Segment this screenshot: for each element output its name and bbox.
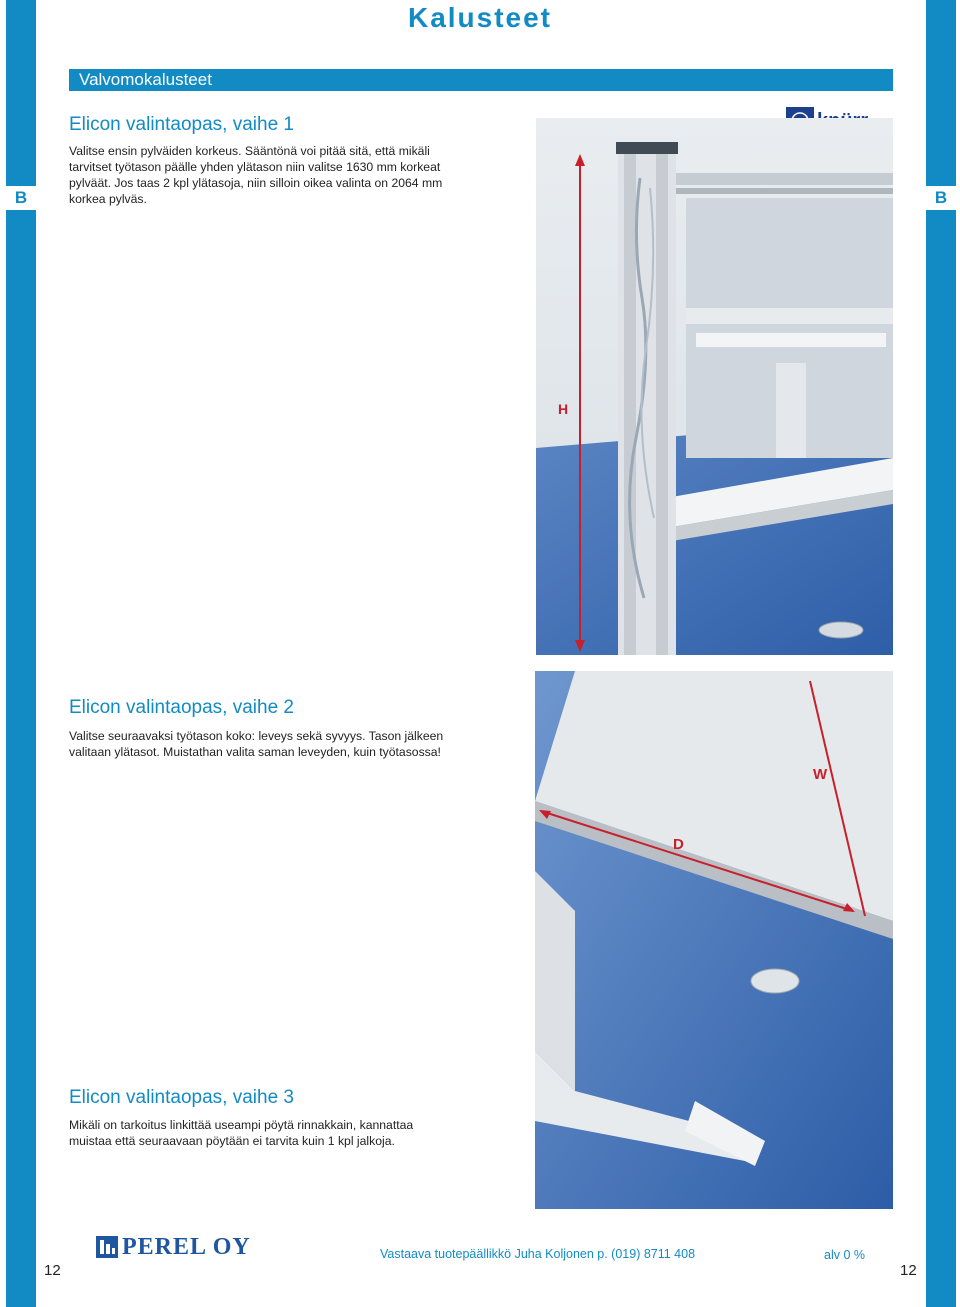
step2-heading: Elicon valintaopas, vaihe 2: [69, 697, 294, 718]
column-height-photo: [536, 118, 893, 655]
worktop-size-photo: [535, 671, 893, 1209]
vat-note: alv 0 %: [824, 1248, 865, 1262]
right-tab-letter: B: [926, 186, 956, 210]
step1-line: pylväät. Jos taas 2 kpl ylätasoja, niin silloin oikea valinta on 2064 mm: [69, 176, 443, 190]
perel-emblem-icon: [96, 1236, 118, 1258]
page-number-left: 12: [44, 1262, 61, 1279]
step1-heading: Elicon valintaopas, vaihe 1: [69, 114, 294, 135]
step3-heading: Elicon valintaopas, vaihe 3: [69, 1087, 294, 1108]
height-label: H: [558, 401, 569, 417]
step3-line: muistaa että seuraavaan pöytään ei tarvita kuin 1 kpl jalkoja.: [69, 1134, 395, 1148]
step1-line: korkea pylväs.: [69, 192, 147, 206]
left-tab-letter: B: [6, 186, 36, 210]
step2-text: [69, 728, 489, 760]
step2-line: Valitse seuraavaksi työtason koko: leveys sekä syvyys. Tason jälkeen: [69, 729, 444, 743]
step2-line: valitaan ylätasot. Muistathan valita saman leveyden, kuin työtasossa!: [69, 745, 441, 759]
contact-info: Vastaava tuotepäällikkö Juha Koljonen p. (019) 8711 408: [380, 1247, 696, 1261]
step1-line: tarvitset työtason päälle yhden ylätason niin valitse 1630 mm korkeat: [69, 160, 441, 174]
page-number-right: 12: [900, 1262, 917, 1279]
step3-line: Mikäli on tarkoitus linkittää useampi pöytä rinnakkain, kannattaa: [69, 1118, 414, 1132]
section-header: Valvomokalusteet: [69, 69, 893, 91]
depth-label: D: [673, 836, 684, 853]
width-label: W: [813, 766, 828, 783]
step1-text: [69, 143, 489, 207]
step1-line: Valitse ensin pylväiden korkeus. Sääntönä voi pitää sitä, että mikäli: [69, 144, 430, 158]
perel-logo: [96, 1234, 251, 1260]
step3-text: [69, 1117, 489, 1149]
page-title: Kalusteet: [407, 2, 553, 33]
company-name: PEREL OY: [122, 1233, 251, 1260]
